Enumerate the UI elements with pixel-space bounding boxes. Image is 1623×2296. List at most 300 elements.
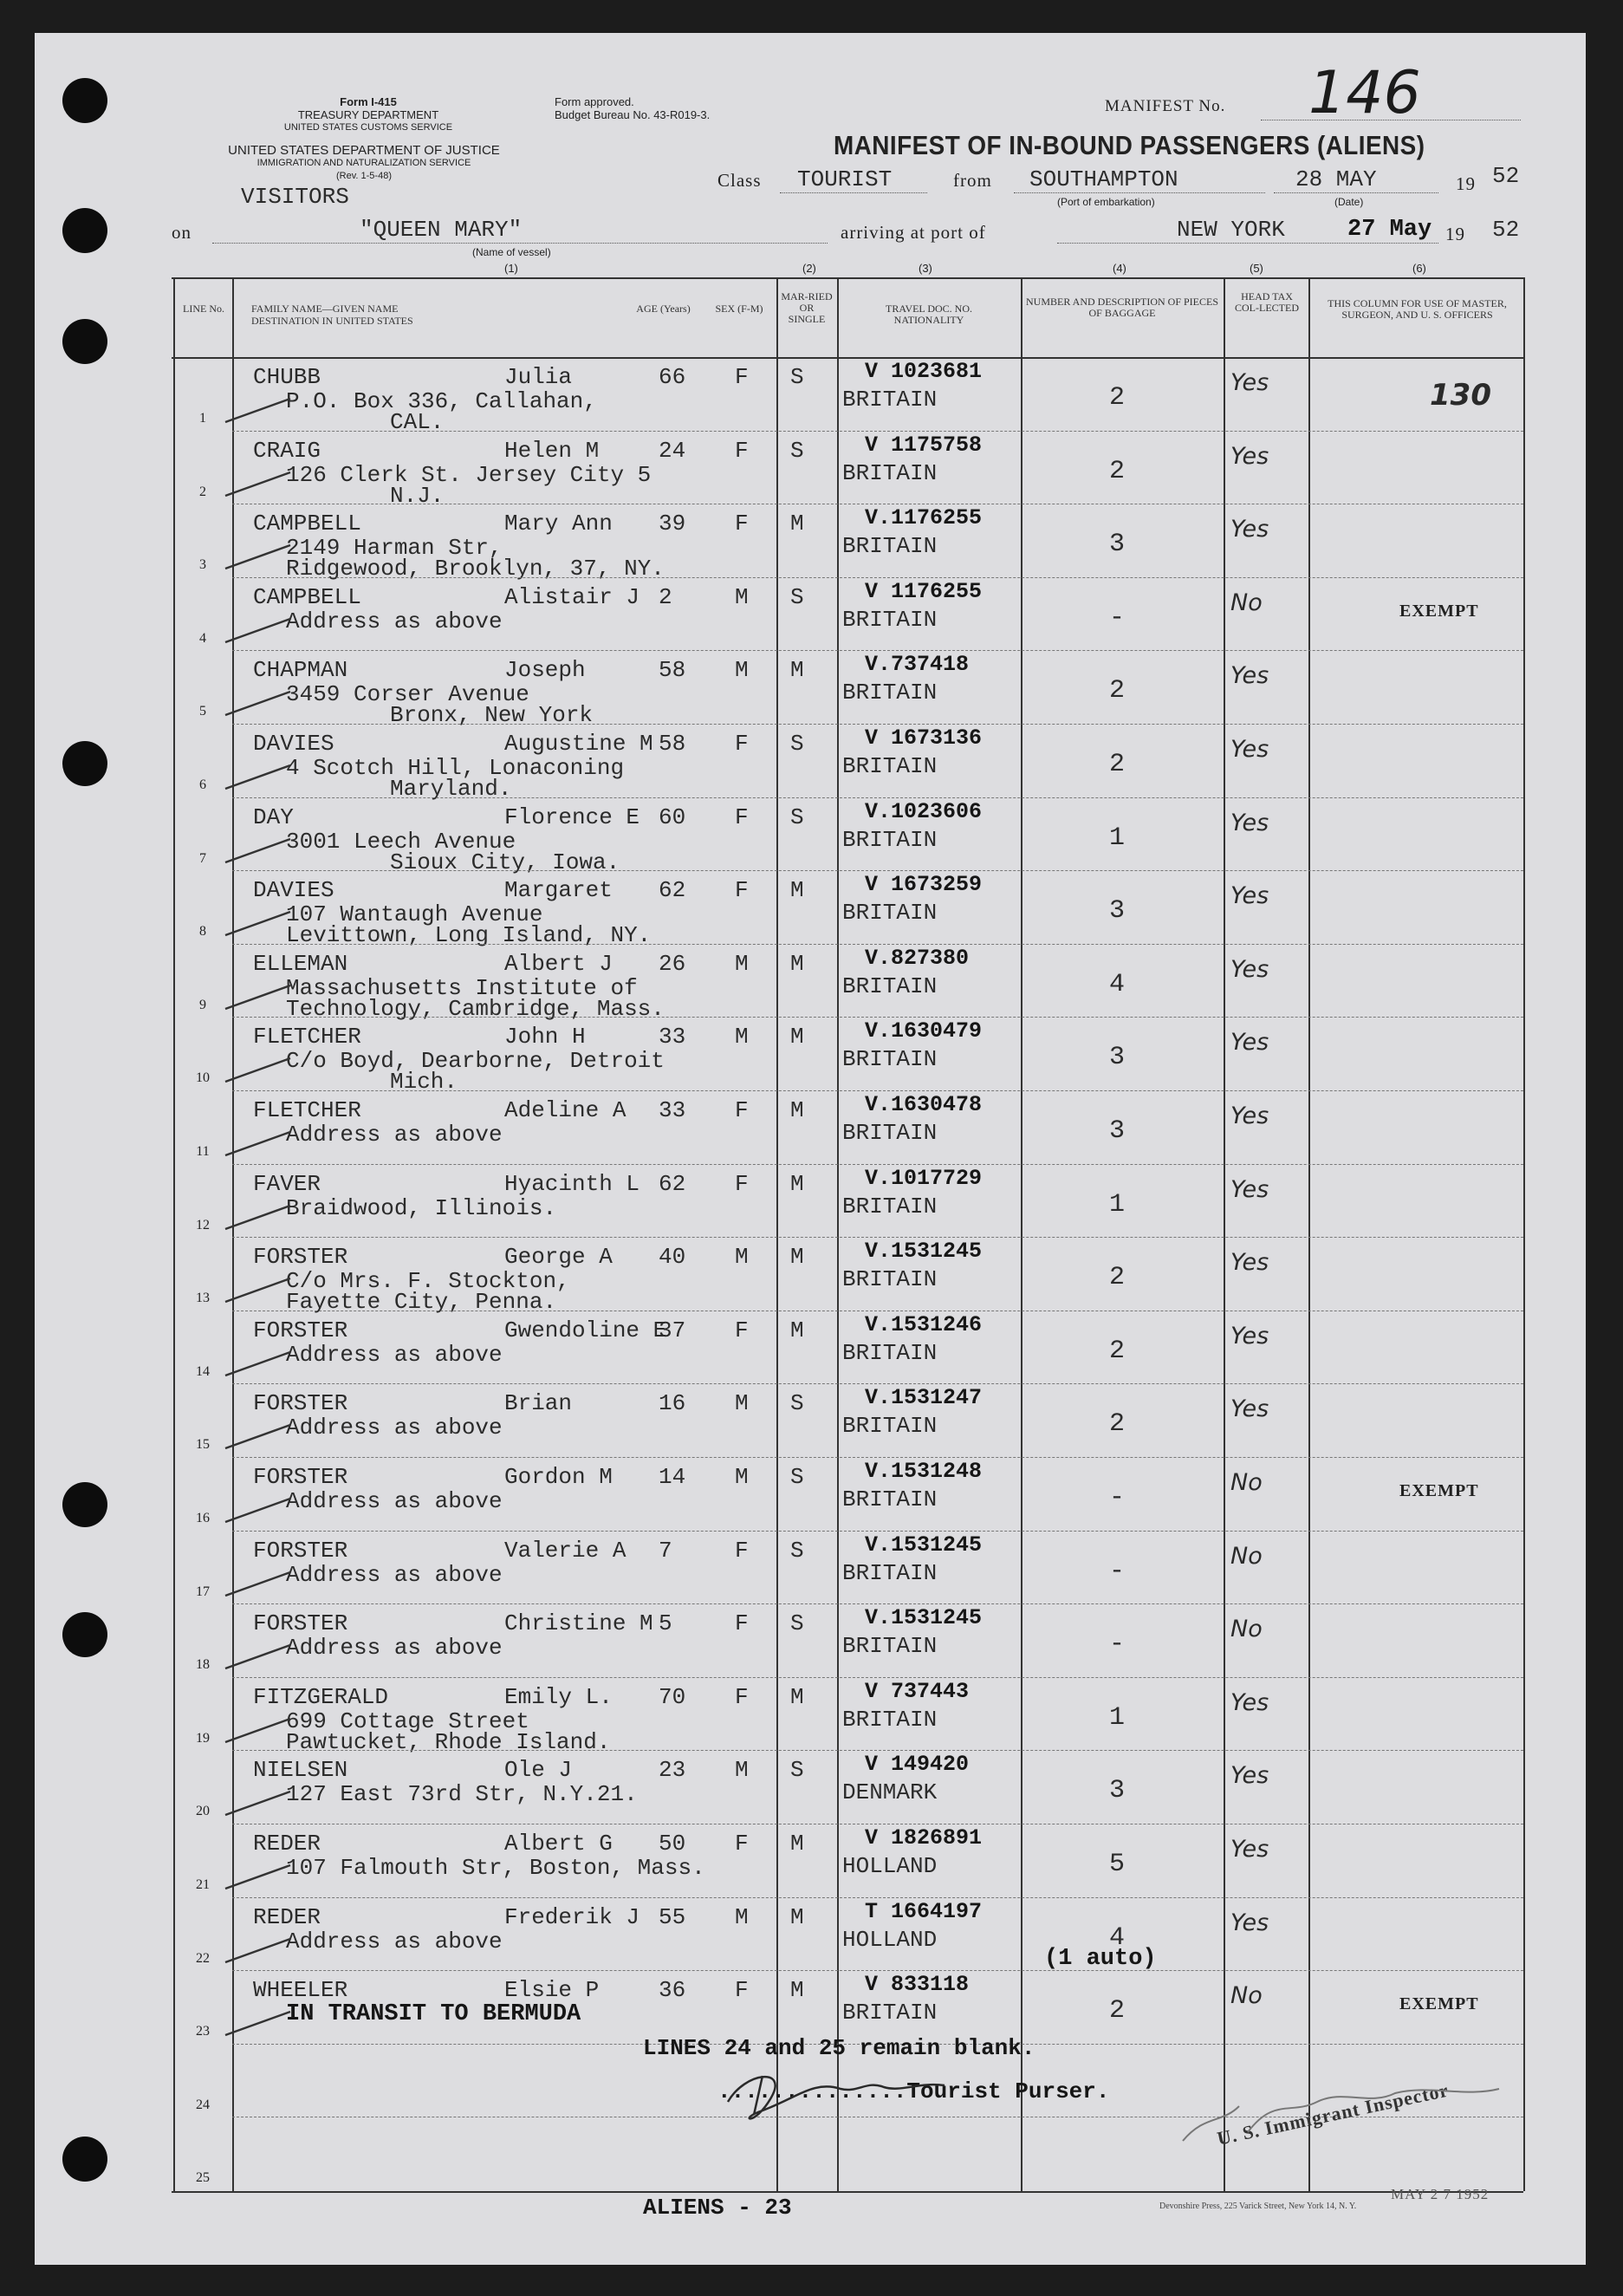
check-mark-icon [221,685,299,719]
passenger-age: 66 [659,364,686,390]
passenger-age: 16 [659,1390,686,1416]
row-separator [232,1017,1523,1018]
nationality: BRITAIN [842,1633,938,1659]
passenger-marital-status: S [790,364,804,390]
passenger-given-name: Valerie A [504,1538,626,1564]
travel-doc-number: V 1176255 [865,579,983,604]
check-mark-icon [221,1272,299,1306]
passenger-sex: F [735,1171,749,1197]
passenger-marital-status: M [790,877,804,903]
nationality: HOLLAND [842,1927,938,1953]
passenger-sex: F [735,804,749,830]
col-header-line: LINE No. [183,302,224,315]
passenger-sex: F [735,364,749,390]
passenger-sex: M [735,1390,749,1416]
travel-doc-number: V 1826891 [865,1825,983,1850]
destination-address: Maryland. [390,776,512,802]
passenger-sex: F [735,1538,749,1564]
row-line-number: 2 [199,485,206,499]
travel-doc-number: V.1630479 [865,1018,983,1044]
head-tax-collected: Yes [1230,1689,1269,1716]
passenger-age: 62 [659,877,686,903]
vessel-name: "QUEEN MARY" [360,217,523,243]
from-label: from [953,170,992,191]
row-line-number: 21 [196,1877,210,1892]
passenger-marital-status: S [790,584,804,610]
form-number: Form I-415 [340,95,397,108]
passenger-family-name: FORSTER [253,1317,348,1343]
row-line-number: 22 [196,1951,210,1966]
baggage-extra: (1 auto) [1044,1946,1157,1972]
row-line-number: 8 [199,924,206,939]
col-header-baggage: NUMBER AND DESCRIPTION OF PIECES OF BAGGAGE [1025,296,1219,319]
head-tax-collected: Yes [1230,1102,1269,1129]
travel-doc-number: V.1531247 [865,1385,983,1410]
passenger-given-name: Frederik J [504,1904,640,1930]
arrival-date: 27 May [1347,217,1432,243]
passenger-family-name: NIELSEN [253,1757,348,1783]
passenger-given-name: Gwendoline E [504,1317,667,1343]
destination-address: Ridgewood, Brooklyn, 37, NY. [286,556,665,582]
officer-note: EXEMPT [1399,602,1479,621]
passenger-given-name: Emily L. [504,1684,613,1710]
row-separator [232,577,1523,578]
table-left-rule [173,277,175,2191]
nationality: BRITAIN [842,2000,938,2026]
travel-doc-number: V 1673259 [865,872,983,897]
row-line-number: 17 [196,1584,210,1599]
nationality: BRITAIN [842,973,938,999]
passenger-age: 33 [659,1024,686,1050]
check-mark-icon [221,1345,299,1380]
passenger-age: 58 [659,657,686,683]
baggage-count: 4 [1109,970,1126,999]
page-title: MANIFEST OF IN-BOUND PASSENGERS (ALIENS) [834,130,1425,160]
baggage-count: - [1109,1483,1126,1512]
travel-doc-number: V 1023681 [865,359,983,384]
destination-address: 126 Clerk St. Jersey City 5 [286,462,652,488]
passenger-sex: F [735,877,749,903]
passenger-family-name: CHUBB [253,364,321,390]
head-tax-collected: No [1230,1543,1263,1570]
passenger-family-name: FORSTER [253,1610,348,1636]
travel-doc-number: T 1664197 [865,1899,983,1924]
passenger-given-name: Florence E [504,804,640,830]
row-separator [232,1677,1523,1678]
passenger-sex: F [735,511,749,537]
check-mark-icon [221,2005,299,2039]
col-header-headtax: HEAD TAX COL-LECTED [1235,290,1299,314]
passenger-given-name: Julia [504,364,573,390]
check-mark-icon [221,979,299,1013]
row-separator [232,870,1523,871]
travel-doc-number: V 737443 [865,1679,970,1704]
row-line-number: 16 [196,1511,210,1525]
nationality: BRITAIN [842,387,938,413]
baggage-count: - [1109,1557,1126,1586]
check-mark-icon [221,905,299,940]
passenger-age: 26 [659,951,686,977]
destination-address: 699 Cottage Street [286,1708,529,1734]
visitors-label: VISITORS [241,184,349,210]
officer-note: EXEMPT [1399,1994,1479,2013]
destination-address: 2149 Harman Str, [286,535,503,561]
colnum-3: (3) [919,262,932,275]
check-mark-icon [221,1418,299,1453]
revision: (Rev. 1-5-48) [336,171,392,181]
travel-doc-number: V.1023606 [865,799,983,824]
passenger-marital-status: S [790,1464,804,1490]
passenger-sex: M [735,1464,749,1490]
col-header-married: MAR-RIED OR SINGLE [781,290,833,325]
passenger-given-name: John H [504,1024,586,1050]
colnum-4: (4) [1113,262,1126,275]
name-col-rule [776,277,778,2191]
check-mark-icon [221,1858,299,1893]
head-tax-collected: Yes [1230,882,1269,909]
passenger-family-name: REDER [253,1831,321,1857]
colnum-5: (5) [1250,262,1263,275]
punch-hole [62,319,107,364]
passenger-age: 7 [659,1538,672,1564]
passenger-family-name: FORSTER [253,1390,348,1416]
remain-blank-note: LINES 24 and 25 remain blank. [643,2035,1035,2061]
destination-address: Address as above [286,1635,503,1661]
head-tax-collected: Yes [1230,516,1269,543]
baggage-count: 2 [1109,383,1126,413]
passenger-age: 58 [659,731,686,757]
col-header-age: AGE (Years) [636,302,691,315]
row-separator [232,650,1523,651]
justice-dept: UNITED STATES DEPARTMENT OF JUSTICE [228,143,500,158]
check-mark-icon [221,1565,299,1600]
punch-hole [62,1612,107,1657]
baggage-count: 3 [1109,896,1126,926]
head-tax-collected: Yes [1230,956,1269,983]
arriving-label: arriving at port of [841,222,986,243]
passenger-given-name: Elsie P [504,1977,600,2003]
married-col-rule [837,277,839,2191]
officer-note: 130 [1430,378,1491,413]
nationality: BRITAIN [842,1266,938,1292]
passenger-given-name: Joseph [504,657,586,683]
passenger-marital-status: M [790,1977,804,2003]
travel-doc-number: V 1673136 [865,725,983,751]
nationality: BRITAIN [842,1194,938,1220]
passenger-given-name: Hyacinth L [504,1171,640,1197]
head-tax-collected: Yes [1230,1836,1269,1863]
passenger-family-name: FLETCHER [253,1024,361,1050]
passenger-given-name: Christine M [504,1610,653,1636]
row-separator [232,1531,1523,1532]
header-bottom-rule [172,357,1523,359]
passenger-given-name: Ole J [504,1757,573,1783]
travel-doc-number: V 833118 [865,1972,970,1997]
year-prefix-2: 19 [1445,224,1465,244]
passenger-age: 50 [659,1831,686,1857]
row-line-number: 3 [199,557,206,572]
passenger-marital-status: S [790,1757,804,1783]
nationality: BRITAIN [842,607,938,633]
baggage-count: 1 [1109,1190,1126,1220]
row-line-number: 15 [196,1437,210,1452]
passenger-age: 33 [659,1097,686,1123]
baggage-count: - [1109,1629,1126,1659]
nationality: BRITAIN [842,680,938,706]
row-line-number: 25 [196,2170,210,2185]
form-header [251,95,485,134]
row-separator [232,431,1523,432]
head-tax-collected: Yes [1230,1323,1269,1350]
destination-address: Technology, Cambridge, Mass. [286,996,665,1022]
check-mark-icon [221,1199,299,1233]
row-line-number: 4 [199,631,206,646]
destination-address: Fayette City, Penna. [286,1289,557,1315]
treasury-dept: TREASURY DEPARTMENT [297,108,439,121]
baggage-count: 3 [1109,1043,1126,1072]
class-value: TOURIST [797,166,893,192]
from-value: SOUTHAMPTON [1029,166,1178,192]
budget-bureau: Budget Bureau No. 43-R019-3. [555,108,711,121]
check-mark-icon [221,392,299,426]
tax-col-rule [1308,277,1310,2191]
row-line-number: 19 [196,1731,210,1746]
passenger-given-name: Mary Ann [504,511,613,537]
passenger-marital-status: M [790,511,804,537]
table-right-rule [1523,277,1525,2191]
destination-address: Pawtucket, Rhode Island. [286,1729,611,1755]
baggage-count: 2 [1109,750,1126,779]
passenger-sex: M [735,1904,749,1930]
travel-doc-number: V.1531246 [865,1312,983,1337]
arrival-year: 52 [1492,217,1520,243]
passenger-family-name: ELLEMAN [253,951,348,977]
check-mark-icon [221,758,299,793]
passenger-marital-status: M [790,1171,804,1197]
check-mark-icon [221,1932,299,1967]
row-line-number: 13 [196,1291,210,1305]
destination-address: Address as above [286,1342,503,1368]
nationality: BRITAIN [842,827,938,853]
travel-doc-number: V.737418 [865,652,970,677]
passenger-age: 39 [659,511,686,537]
passenger-marital-status: M [790,951,804,977]
row-separator [232,1457,1523,1458]
baggage-count: 3 [1109,1116,1126,1146]
destination-address: CAL. [390,409,445,435]
nationality: DENMARK [842,1779,938,1805]
baggage-count: 3 [1109,530,1126,559]
head-tax-collected: Yes [1230,1029,1269,1056]
passenger-age: 62 [659,1171,686,1197]
destination-address: Address as above [286,1122,503,1148]
travel-doc-number: V 1175758 [865,433,983,458]
destination-address: Mich. [390,1069,458,1095]
baggage-count: 2 [1109,1263,1126,1292]
nationality: BRITAIN [842,460,938,486]
passenger-sex: F [735,1610,749,1636]
passenger-age: 36 [659,1977,686,2003]
nationality: BRITAIN [842,753,938,779]
passenger-given-name: Albert J [504,951,613,977]
destination-address: Address as above [286,1488,503,1514]
embark-date: 28 MAY [1295,166,1377,192]
passenger-marital-status: S [790,804,804,830]
nationality: BRITAIN [842,900,938,926]
passenger-sex: F [735,1831,749,1857]
passenger-marital-status: M [790,1317,804,1343]
check-mark-icon [221,832,299,867]
officer-note: EXEMPT [1399,1481,1479,1500]
passenger-given-name: Brian [504,1390,573,1416]
row-separator [232,724,1523,725]
destination-address: 4 Scotch Hill, Lonaconing [286,755,625,781]
row-line-number: 10 [196,1070,210,1085]
passenger-age: 2 [659,584,672,610]
nationality: BRITAIN [842,1340,938,1366]
colnum-1: (1) [504,262,518,275]
immigration-service: IMMIGRATION AND NATURALIZATION SERVICE [256,158,471,168]
head-tax-collected: Yes [1230,736,1269,763]
row-separator [232,1603,1523,1604]
travel-doc-number: V.1531248 [865,1459,983,1484]
passenger-family-name: CRAIG [253,438,321,464]
stamp-date: MAY 2 7 1952 [1391,2186,1490,2202]
check-mark-icon [221,1125,299,1160]
passenger-sex: M [735,657,749,683]
passenger-given-name: Helen M [504,438,600,464]
baggage-count: - [1109,603,1126,633]
punch-hole [62,78,107,123]
check-mark-icon [221,465,299,500]
destination-address: Address as above [286,608,503,634]
head-tax-collected: Yes [1230,1249,1269,1276]
head-tax-collected: Yes [1230,1909,1269,1936]
punch-hole [62,208,107,253]
travel-doc-number: V.1531245 [865,1239,983,1264]
customs-service: UNITED STATES CUSTOMS SERVICE [283,122,453,133]
passenger-marital-status: S [790,438,804,464]
doc-col-rule [1021,277,1022,2191]
passenger-age: 37 [659,1317,686,1343]
passenger-family-name: FORSTER [253,1538,348,1564]
passenger-sex: M [735,951,749,977]
travel-doc-number: V.827380 [865,946,970,971]
passenger-sex: F [735,1097,749,1123]
row-line-number: 12 [196,1218,210,1233]
passenger-age: 24 [659,438,686,464]
destination-address: IN TRANSIT TO BERMUDA [286,2001,581,2027]
destination-address: Bronx, New York [390,702,594,728]
passenger-age: 14 [659,1464,686,1490]
baggage-count: 2 [1109,457,1126,486]
inspector-stamp: U. S. Immigrant Inspector [1215,2078,1451,2150]
baggage-count: 2 [1109,1409,1126,1439]
embark-date-line [1274,192,1438,193]
manifest-number: 146 [1308,59,1421,127]
baggage-count: 5 [1109,1850,1126,1879]
head-tax-collected: Yes [1230,810,1269,836]
manifest-label: MANIFEST No. [1105,97,1226,115]
passenger-sex: F [735,731,749,757]
embark-year: 52 [1492,163,1520,189]
purser-line: ..............Tourist Purser. [717,2078,1110,2104]
passenger-family-name: FITZGERALD [253,1684,389,1710]
check-mark-icon [221,1638,299,1673]
head-tax-collected: No [1230,1982,1263,2009]
date-caption: (Date) [1334,196,1364,208]
row-line-number: 24 [196,2098,210,2112]
row-separator [232,944,1523,945]
purser-signature [711,2063,988,2124]
travel-doc-number: V 149420 [865,1752,970,1777]
table-bottom-rule [172,2191,1523,2193]
head-tax-collected: Yes [1230,1762,1269,1789]
passenger-family-name: DAVIES [253,731,334,757]
row-line-number: 23 [196,2024,210,2039]
travel-doc-number: V.1176255 [865,505,983,530]
row-line-number: 11 [196,1144,210,1159]
punch-hole [62,1482,107,1527]
row-line-number: 6 [199,777,206,792]
col-header-traveldoc: TRAVEL DOC. NO. NATIONALITY [885,302,972,326]
embark-caption: (Port of embarkation) [1057,196,1155,208]
destination-address: C/o Boyd, Dearborne, Detroit [286,1048,665,1074]
passenger-family-name: DAVIES [253,877,334,903]
passenger-sex: M [735,1244,749,1270]
col-header-name: FAMILY NAME—GIVEN NAME [251,302,399,315]
vessel-caption: (Name of vessel) [472,246,551,258]
row-line-number: 20 [196,1804,210,1818]
destination-address: C/o Mrs. F. Stockton, [286,1268,570,1294]
passenger-sex: F [735,1977,749,2003]
passenger-marital-status: M [790,1244,804,1270]
head-tax-collected: Yes [1230,662,1269,689]
passenger-given-name: Alistair J [504,584,640,610]
head-tax-collected: Yes [1230,1395,1269,1422]
passenger-age: 60 [659,804,686,830]
row-line-number: 5 [199,704,206,719]
head-tax-collected: No [1230,1469,1263,1496]
passenger-given-name: Albert G [504,1831,613,1857]
passenger-family-name: DAY [253,804,294,830]
passenger-marital-status: M [790,1904,804,1930]
passenger-given-name: George A [504,1244,613,1270]
form-approved: Form approved. [555,95,634,108]
passenger-family-name: FORSTER [253,1464,348,1490]
row-line-number: 1 [199,411,206,426]
passenger-age: 5 [659,1610,672,1636]
check-mark-icon [221,1051,299,1086]
check-mark-icon [221,1785,299,1819]
row-line-number: 14 [196,1364,210,1379]
arrival-port: NEW YORK [1177,217,1285,243]
row-separator [232,1970,1523,1971]
class-line [780,192,927,193]
travel-doc-number: V.1531245 [865,1605,983,1630]
passenger-family-name: WHEELER [253,1977,348,2003]
row-separator [232,797,1523,798]
destination-address: Massachusetts Institute of [286,975,638,1001]
destination-address: 107 Falmouth Str, Boston, Mass. [286,1855,705,1881]
nationality: BRITAIN [842,1413,938,1439]
passenger-sex: F [735,1317,749,1343]
passenger-sex: M [735,1757,749,1783]
passenger-marital-status: S [790,1538,804,1564]
arrival-line [1057,243,1438,244]
inspector-signature [1170,2080,1516,2158]
passenger-given-name: Margaret [504,877,613,903]
